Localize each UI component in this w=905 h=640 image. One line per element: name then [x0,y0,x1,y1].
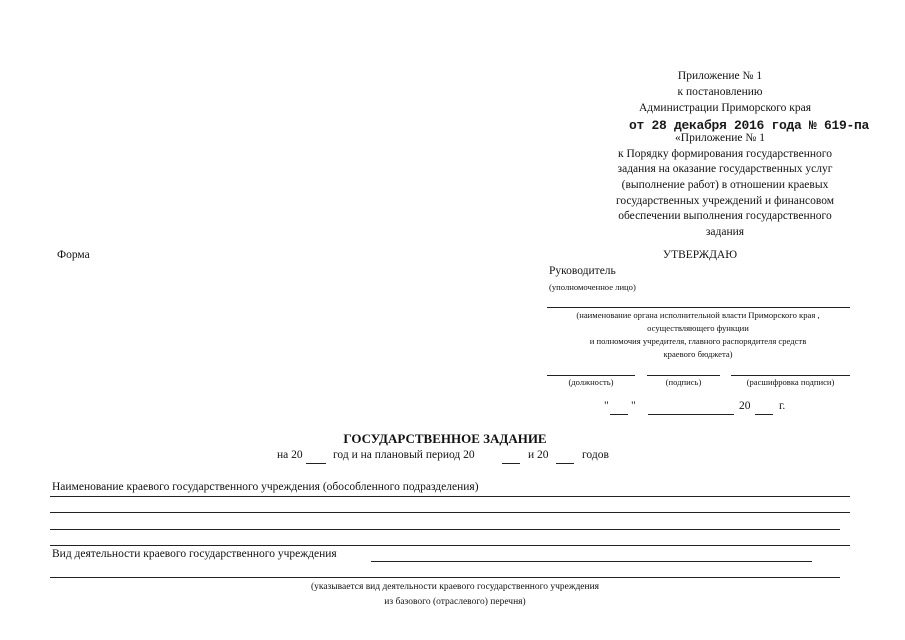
institution-name-line-1[interactable] [50,496,850,497]
institution-name-label: Наименование краевого государственного учреждения (обособленного подразделения) [52,481,479,493]
date-day-blank [610,414,628,415]
date-year-suffix: г. [779,400,786,412]
to-resolution-text: к постановлению [677,86,763,98]
position-caption: (должность) [568,377,614,387]
activity-note-1: (указывается вид деятельности краевого государственного учреждения [310,582,600,592]
plan-year2-blank [556,463,574,464]
institution-name-line-2[interactable] [50,512,850,513]
order-line-4: государственных учреждений и финансовом [615,195,835,207]
signature-caption: (подпись) [665,377,702,387]
appendix-quoted: «Приложение № 1 [675,132,765,144]
date-quote-open: " [604,400,609,412]
decoding-line [731,375,850,376]
decoding-caption: (расшифровка подписи) [746,377,835,387]
order-line-6: задания [705,226,745,238]
period-plan-text: год и на плановый период 20 [333,449,475,461]
resolution-date-number: от 28 декабря 2016 года № 619-па [629,118,870,133]
form-label: Форма [57,249,90,261]
authorized-person-caption: (уполномоченное лицо) [549,282,636,292]
head-label: Руководитель [549,265,616,277]
activity-type-line[interactable] [371,561,812,562]
order-line-1: к Порядку формирования государственного [617,148,832,160]
appendix-heading: Приложение № 1 [677,70,763,82]
date-year-blank [755,414,773,415]
period-for: на 20 [277,449,303,461]
institution-name-line-3[interactable] [50,529,840,530]
activity-note-2: из базового (отраслевого) перечня) [384,597,526,607]
order-line-5: обеспечении выполнения государственного [618,210,832,222]
order-line-2: задания на оказание государственных услуг [617,163,833,175]
activity-type-line-2[interactable] [50,577,840,578]
approve-heading: УТВЕРЖДАЮ [662,249,738,261]
date-year-prefix: 20 [739,400,751,412]
authority-caption-2: осуществляющего функции [647,323,749,333]
authority-name-line [547,307,850,308]
document-title: ГОСУДАРСТВЕННОЕ ЗАДАНИЕ [343,431,547,446]
administration-text: Администрации Приморского края [639,102,811,114]
authority-caption-3: и полномочия учредителя, главного распорядителя средств [589,336,807,346]
date-month-blank [648,414,734,415]
period-years: годов [582,449,609,461]
order-line-3: (выполнение работ) в отношении краевых [621,179,829,191]
plan-year1-blank [502,463,520,464]
authority-caption-4: краевого бюджета) [663,349,733,359]
signature-line [647,375,720,376]
period-and: и 20 [528,449,549,461]
activity-type-label: Вид деятельности краевого государственного учреждения [52,548,337,560]
date-quote-close: " [631,400,636,412]
institution-name-line-4[interactable] [50,545,850,546]
period-year-blank [306,463,326,464]
position-line [547,375,635,376]
authority-caption-1: (наименование органа исполнительной власти Приморского края , [576,310,820,320]
